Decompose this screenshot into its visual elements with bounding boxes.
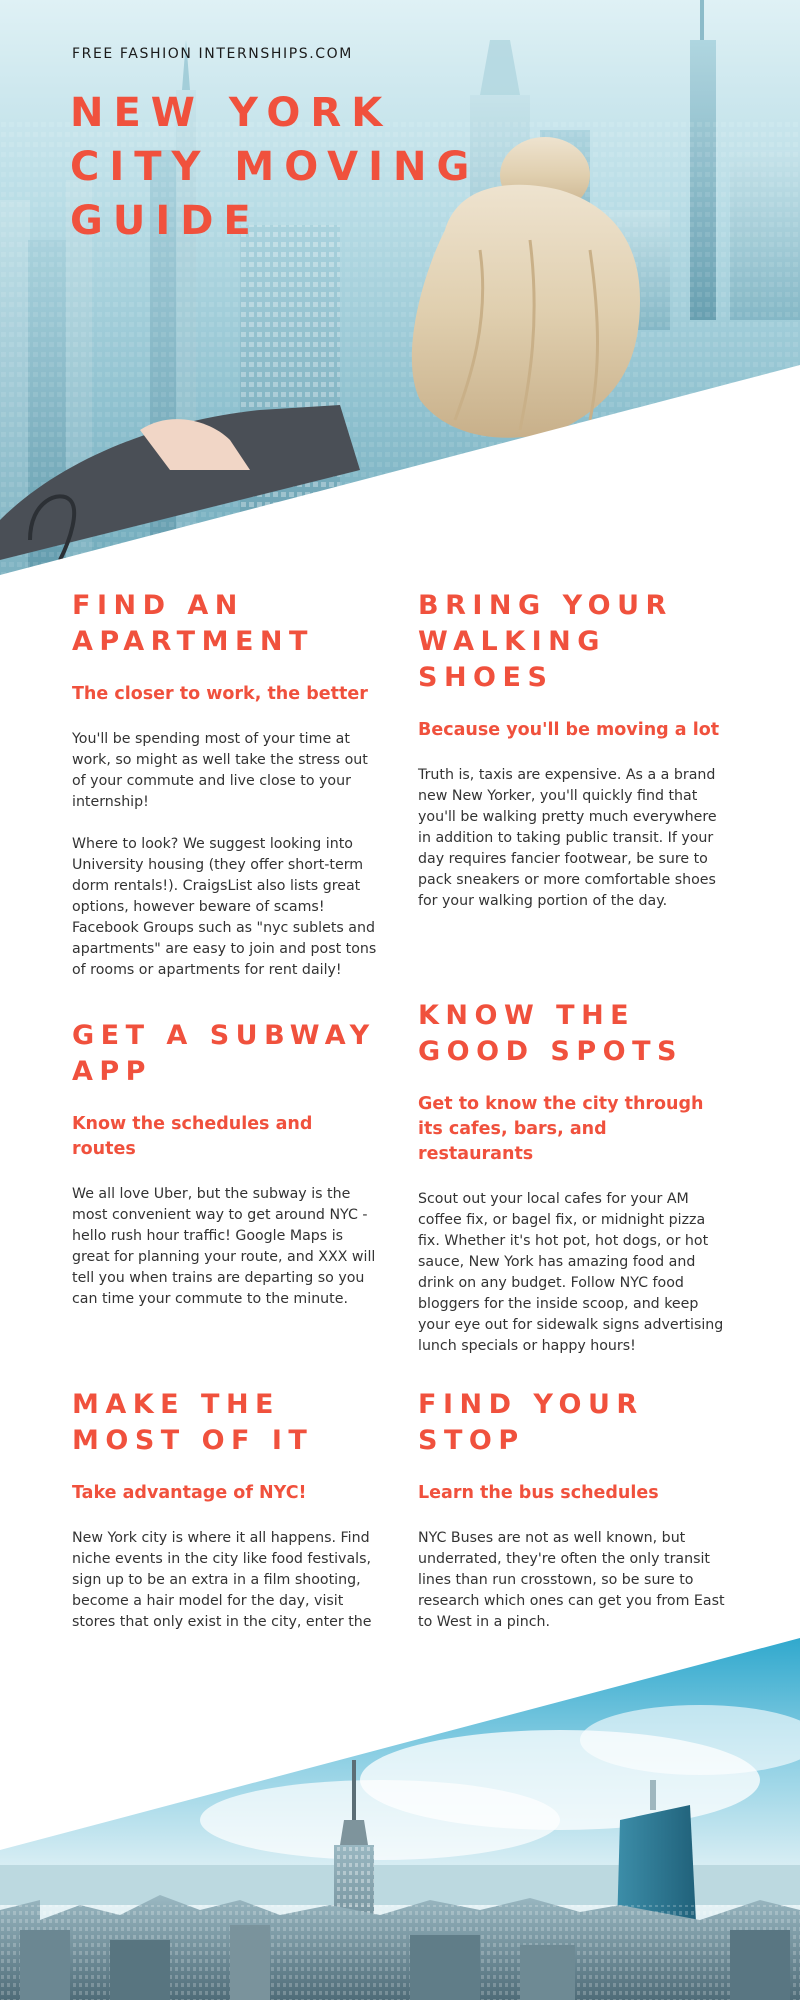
section-paragraph: NYC Buses are not as well known, but underrated, they're often the only transit lines than run crosstown, so be sure to research which ones can get you from East to West in a pinch. [418,1530,725,1630]
page-title: NEW YORK CITY MOVING GUIDE [70,90,480,244]
section-subheading: The closer to work, the better [72,684,368,704]
section-get-a-subway-app [72,1018,380,1310]
section-paragraph: You'll be spending most of your time at work, so might as well take the stress out of your commute and live close to your internship! [72,731,368,810]
section-paragraph: Where to look? We suggest looking into University housing (they offer short-term dorm rentals!). CraigsList also lists great options, however beware of scams! Facebook Groups such as "nyc sublets and apartments" are easy to join and post tons of rooms or apartments for rent daily! [72,836,377,978]
section-know-the-good-spots [418,998,726,1357]
section-bring-your-walking-shoes [418,588,726,912]
section-heading: MAKE THE MOST OF IT [72,1389,314,1456]
hero-banner [0,0,800,580]
section-heading: FIND AN APARTMENT [72,590,314,657]
section-paragraph: New York city is where it all happens. Find niche events in the city like food festivals, sign up to be an extra in a film shooting, become a hair model for the day, visit stores that only exist in the city, enter the [72,1530,372,1630]
section-paragraph: Scout out your local cafes for your AM coffee fix, or bagel fix, or midnight pizza fix. Whether it's hot pot, hot dogs, or hot sauce, New York has amazing food and drink on any budget. Follow NYC food bloggers for the inside scoop, and keep your eye out for sidewalk signs advertising lunch specials or happy hours! [418,1191,724,1354]
section-heading: FIND YOUR STOP [418,1389,644,1456]
site-name: FREE FASHION INTERNSHIPS.COM [72,46,353,62]
section-subheading: Know the schedules and routes [72,1114,313,1159]
section-find-your-stop [418,1387,726,1633]
nyc-skyline-empire-state-photo [0,1630,800,2000]
section-heading: KNOW THE GOOD SPOTS [418,1000,683,1067]
section-subheading: Get to know the city through its cafes, bars, and restaurants [418,1094,704,1164]
footer-skyline-banner [0,1630,800,2000]
section-heading: GET A SUBWAY APP [72,1020,376,1087]
section-find-an-apartment [72,588,380,981]
section-paragraph: We all love Uber, but the subway is the most convenient way to get around NYC - hello rush hour traffic! Google Maps is great for planning your route, and XXX will tell you when trains are departing so you can time your commute to the minute. [72,1186,376,1307]
section-subheading: Take advantage of NYC! [72,1483,307,1503]
section-subheading: Because you'll be moving a lot [418,720,720,740]
section-heading: BRING YOUR WALKING SHOES [418,590,673,693]
section-subheading: Learn the bus schedules [418,1483,659,1503]
section-paragraph: Truth is, taxis are expensive. As a a brand new New Yorker, you'll quickly find that you'll be walking pretty much everywhere in addition to taking public transit. If your day requires fancier footwear, be sure to pack sneakers or more comfortable shoes for your walking portion of the day. [418,767,717,909]
